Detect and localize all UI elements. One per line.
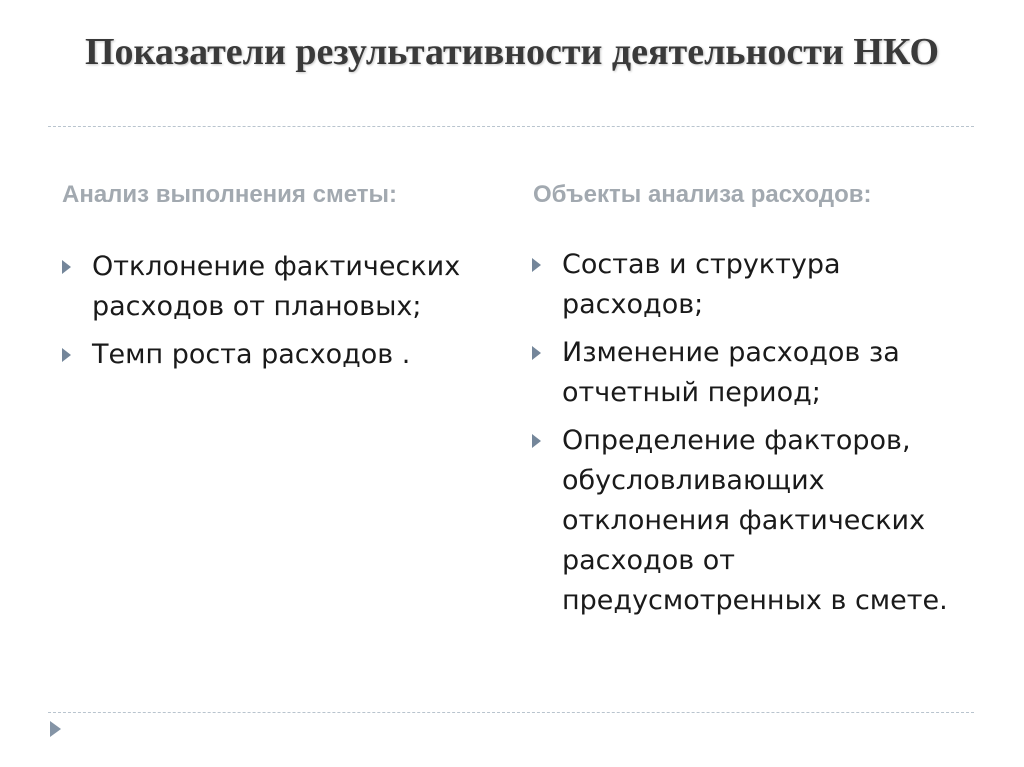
list-item-text: Темп роста расходов .: [92, 339, 411, 370]
list-item: [530, 245, 970, 325]
list-item-text: Определение факторов, обусловливающих отклонения фактических расходов от предусмотренных в смете.: [562, 425, 948, 616]
list-item: [60, 247, 500, 327]
next-slide-arrow-icon[interactable]: [50, 721, 61, 737]
triangle-bullet-icon: [62, 260, 71, 274]
list-item: [60, 335, 500, 375]
right-bullet-list: [530, 245, 970, 629]
slide-title: Показатели результативности деятельности НКО: [84, 31, 940, 73]
list-item-text: Состав и структура расходов;: [562, 249, 841, 320]
right-column-heading: Объекты анализа расходов:: [533, 181, 872, 208]
triangle-bullet-icon: [532, 258, 541, 272]
triangle-bullet-icon: [62, 348, 71, 362]
triangle-bullet-icon: [532, 346, 541, 360]
list-item-text: Изменение расходов за отчетный период;: [562, 337, 900, 408]
left-column-heading: Анализ выполнения сметы:: [62, 181, 397, 208]
bottom-divider: [48, 712, 974, 713]
list-item: [530, 333, 970, 413]
list-item-text: Отклонение фактических расходов от плановых;: [92, 251, 461, 322]
list-item: [530, 421, 970, 621]
top-divider: [48, 126, 974, 127]
left-bullet-list: [60, 247, 500, 383]
triangle-bullet-icon: [532, 434, 541, 448]
